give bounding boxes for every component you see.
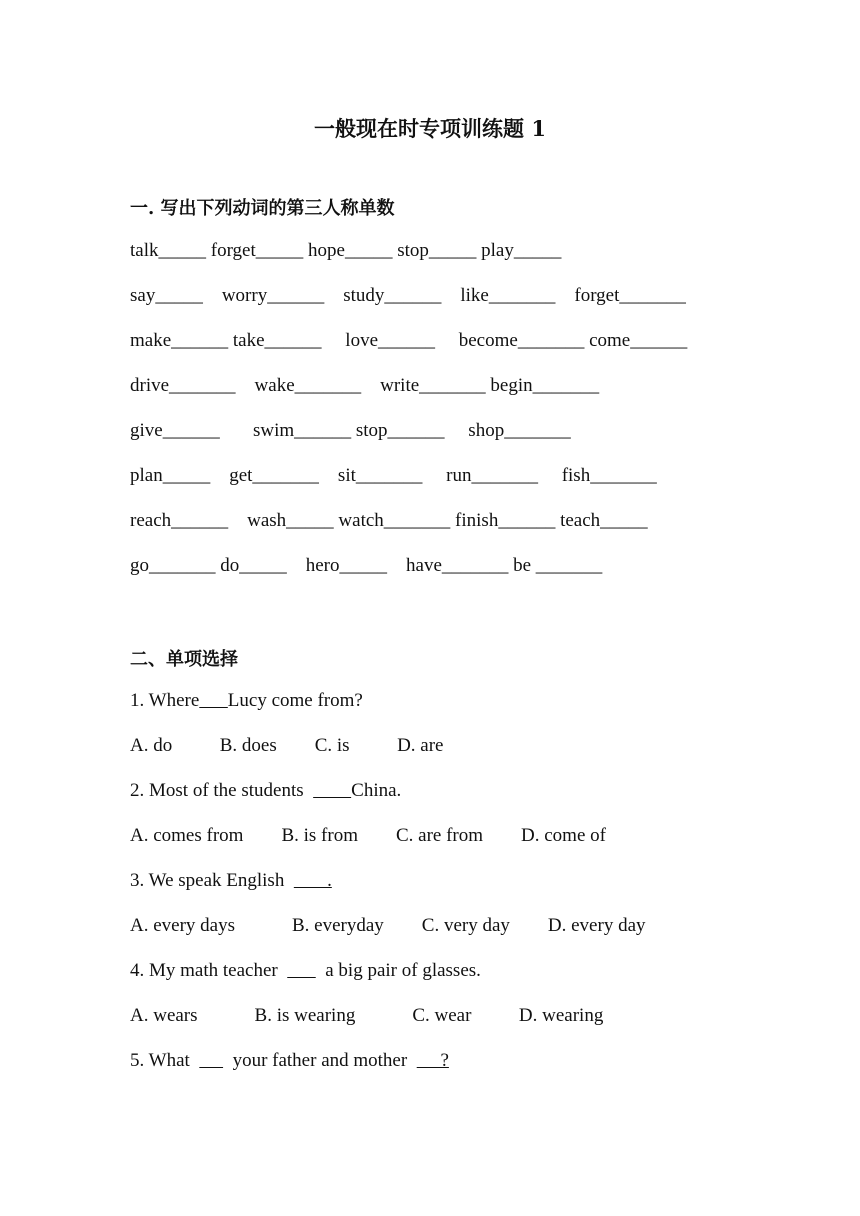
question-3	[130, 870, 332, 892]
question-2-options: A. comes from B. is from C. are from D. come of	[130, 825, 606, 846]
page-title: 一般现在时专项训练题 1	[314, 116, 546, 141]
question-1	[130, 690, 363, 712]
question-text: 3. We speak English	[130, 870, 294, 891]
question-text: 5. What	[130, 1050, 200, 1071]
question-text: 1. Where	[130, 690, 200, 711]
question-2	[130, 780, 401, 802]
answer-blank	[313, 780, 351, 801]
question-text: Lucy come from?	[227, 690, 363, 711]
question-text: a big pair of glasses.	[315, 960, 481, 981]
verb-line-4: drive_______ wake_______ write_______ begin_______	[130, 375, 600, 396]
verb-line-5: give______ swim______ stop______ shop_______	[130, 420, 571, 441]
answer-blank: .	[293, 870, 332, 891]
verb-line-7: reach______ wash_____ watch_______ finish______ teach_____	[130, 510, 648, 531]
answer-blank	[199, 690, 228, 711]
verb-line-1: talk_____ forget_____ hope_____ stop_____ play_____	[130, 240, 562, 261]
section2-heading: 二、单项选择	[130, 649, 238, 670]
verb-line-2: say_____ worry______ study______ like_______ forget_______	[130, 285, 686, 306]
verb-line-8: go_______ do_____ hero_____ have_______ be _______	[130, 555, 603, 576]
question-text: 2. Most of the students	[130, 780, 314, 801]
question-4	[130, 960, 481, 982]
question-text: 4. My math teacher	[130, 960, 288, 981]
question-4-options: A. wears B. is wearing C. wear D. wearing	[130, 1005, 604, 1026]
question-text: your father and mother	[223, 1050, 417, 1071]
verb-line-3: make______ take______ love______ become_______ come______	[130, 330, 688, 351]
question-5	[130, 1050, 449, 1072]
question-3-options: A. every days B. everyday C. very day D. every day	[130, 915, 646, 936]
question-1-options: A. do B. does C. is D. are	[130, 735, 444, 756]
answer-blank: ?	[416, 1050, 449, 1071]
answer-blank	[199, 1050, 223, 1071]
section1-heading: 一. 写出下列动词的第三人称单数	[130, 198, 395, 219]
answer-blank	[287, 960, 316, 981]
verb-line-6: plan_____ get_______ sit_______ run_______ fish_______	[130, 465, 657, 486]
question-text: China.	[351, 780, 402, 801]
